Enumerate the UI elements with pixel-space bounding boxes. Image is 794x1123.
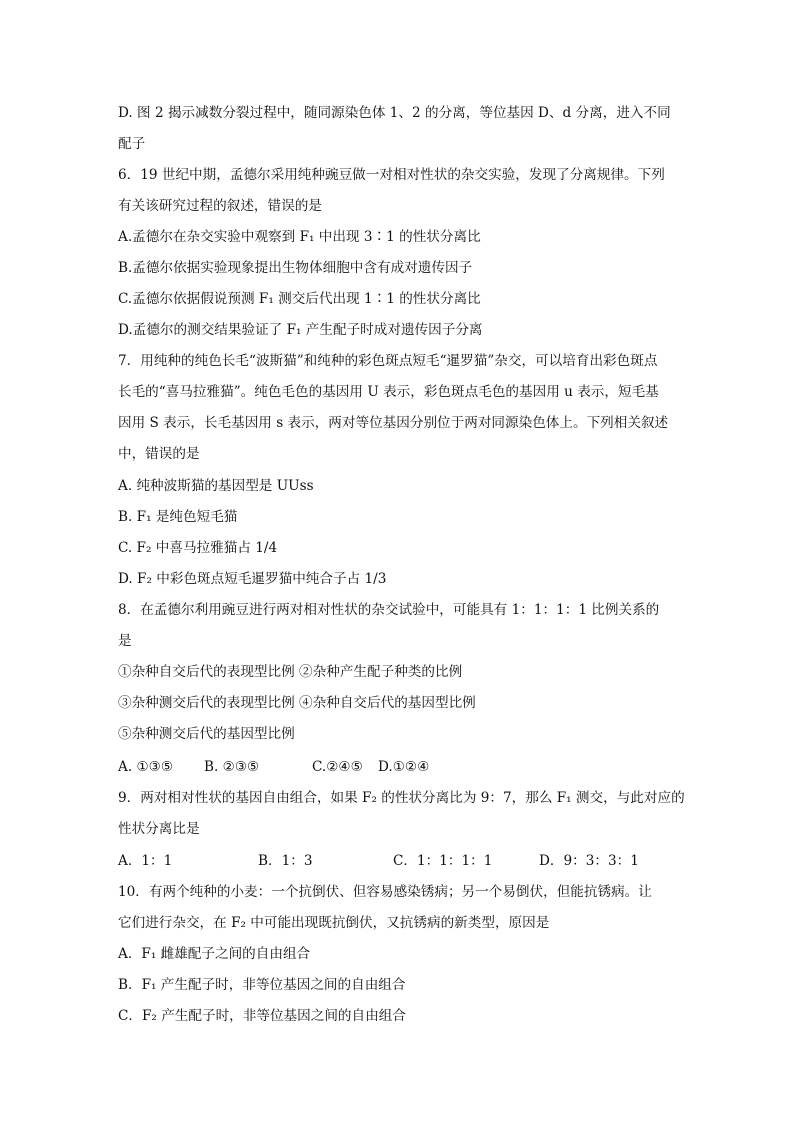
q7-option-b: B. F₁ 是纯色短毛猫 [118, 509, 238, 525]
q9-option-a: A．1：1 [118, 853, 173, 869]
question-7-stem: 7．用纯种的纯色长毛“波斯猫”和纯种的彩色斑点短毛“暹罗猫”杂交，可以培育出彩色斑点 [118, 353, 658, 369]
q9-option-b: B．1：3 [258, 853, 313, 869]
text-line: 它们进行杂交，在 F₂ 中可能出现既抗倒伏，又抗锈病的新类型，原因是 [118, 915, 550, 931]
q9-option-d: D．9：3：3：1 [539, 853, 639, 869]
q8-option-b: B. ②③⑤ [204, 759, 260, 775]
text-line: 因用 S 表示，长毛基因用 s 表示，两对等位基因分别位于两对同源染色体上。下列相关叙述 [118, 415, 669, 431]
q8-item-line: ③杂种测交后代的表现型比例 ④杂种自交后代的基因型比例 [118, 695, 476, 711]
text-line: 中，错误的是 [118, 446, 200, 462]
q8-option-c: C.②④⑤ [312, 759, 363, 775]
text-line: 是 [118, 633, 132, 649]
q6-option-b: B.孟德尔依据实验现象提出生物体细胞中含有成对遗传因子 [118, 260, 473, 276]
q10-option-c: C．F₂ 产生配子时，非等位基因之间的自由组合 [118, 1008, 406, 1024]
text-line: 性状分离比是 [118, 821, 200, 837]
q10-option-b: B．F₁ 产生配子时，非等位基因之间的自由组合 [118, 977, 406, 993]
q9-option-c: C．1：1：1：1 [393, 853, 493, 869]
q8-item-line: ①杂种自交后代的表现型比例 ②杂种产生配子种类的比例 [118, 664, 463, 680]
q7-option-c: C. F₂ 中喜马拉雅猫占 1/4 [118, 540, 278, 556]
question-8-stem: 8．在孟德尔利用豌豆进行两对相对性状的杂交试验中，可能具有 1：1：1：1 比例关系的 [118, 602, 660, 618]
text-line: D. 图 2 揭示减数分裂过程中，随同源染色体 1、2 的分离，等位基因 D、d 分离，进入不同 [118, 105, 671, 121]
question-9-stem: 9．两对相对性状的基因自由组合，如果 F₂ 的性状分离比为 9：7，那么 F₁ 测交，与此对应的 [118, 790, 685, 806]
q10-option-a: A．F₁ 雌雄配子之间的自由组合 [118, 946, 311, 962]
question-6-stem: 6．19 世纪中期，孟德尔采用纯种豌豆做一对相对性状的杂交实验，发现了分离规律。下列 [118, 167, 665, 183]
q7-option-d: D. F₂ 中彩色斑点短毛暹罗猫中纯合子占 1/3 [118, 571, 387, 587]
q8-option-a: A. ①③⑤ [118, 759, 174, 775]
q6-option-c: C.孟德尔依据假说预测 F₁ 测交后代出现 1∶1 的性状分离比 [118, 291, 481, 307]
q6-option-a: A.孟德尔在杂交实验中观察到 F₁ 中出现 3∶1 的性状分离比 [118, 229, 481, 245]
question-10-stem: 10．有两个纯种的小麦：一个抗倒伏、但容易感染锈病；另一个易倒伏，但能抗锈病。让 [118, 884, 652, 900]
text-line: 有关该研究过程的叙述，错误的是 [118, 198, 322, 214]
text-line: 配子 [118, 136, 146, 152]
q7-option-a: A. 纯种波斯猫的基因型是 UUss [118, 478, 314, 494]
q8-item-line: ⑤杂种测交后代的基因型比例 [118, 726, 295, 742]
text-line: 长毛的“喜马拉雅猫”。纯色毛色的基因用 U 表示，彩色斑点毛色的基因用 u 表示，短毛基 [118, 384, 659, 400]
q6-option-d: D.孟德尔的测交结果验证了 F₁ 产生配子时成对遗传因子分离 [118, 322, 483, 338]
q8-options [118, 757, 688, 777]
q8-option-d: D.①②④ [378, 759, 430, 775]
q9-options [118, 851, 688, 871]
